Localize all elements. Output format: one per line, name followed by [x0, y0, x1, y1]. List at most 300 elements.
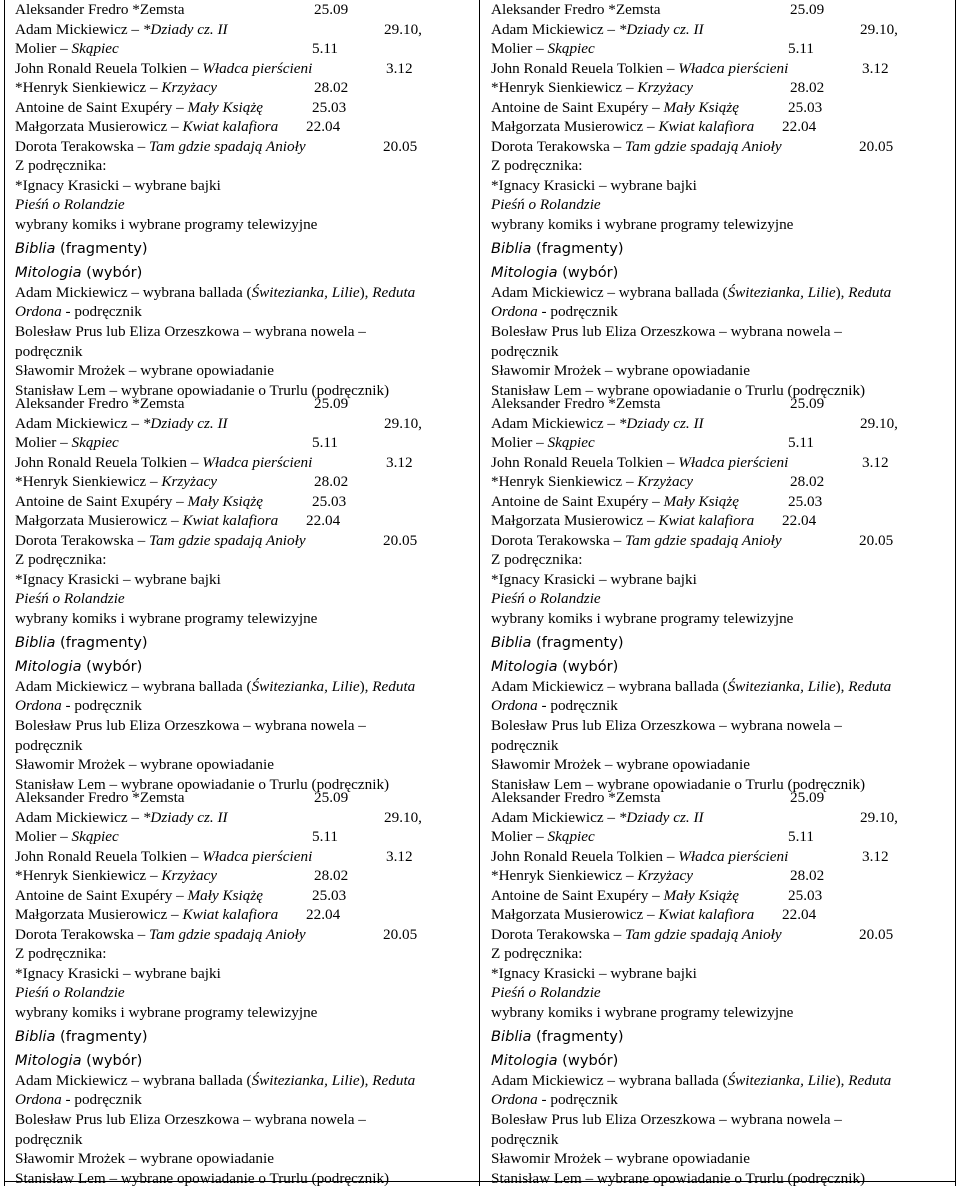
work-title: Reduta	[372, 677, 416, 695]
work-title: *Dziady cz. II	[142, 414, 228, 432]
author: Adam Mickiewicz –	[491, 414, 619, 432]
entry-biblia	[491, 235, 953, 259]
entry-tolkien	[491, 847, 953, 867]
work-title: Skąpiec	[547, 40, 595, 58]
author: Molier –	[15, 40, 72, 58]
date: 3.12	[386, 847, 413, 865]
entry-mitologia	[15, 1047, 475, 1071]
work-title: Mały Książę	[187, 886, 264, 904]
entry-terakowska	[491, 531, 953, 551]
handbook-header: Z podręcznika:	[15, 945, 107, 963]
entry-sienkiewicz	[15, 78, 475, 98]
entry-mickiewicz	[491, 808, 953, 828]
author: Antoine de Saint Exupéry –	[491, 492, 664, 510]
work-title: Świtezianka, Lilie	[727, 283, 836, 301]
entry-lem: Stanisław Lem – wybrane opowiadanie o Trurlu (podręcznik)	[15, 775, 390, 793]
work-title: Pieśń o Rolandzie	[15, 196, 125, 214]
date: 5.11	[312, 828, 339, 846]
entry-mrozek: Sławomir Mrożek – wybrane opowiadanie	[491, 1150, 750, 1168]
date: 28.02	[314, 473, 349, 491]
author: Antoine de Saint Exupéry –	[491, 98, 664, 116]
entry-exupery	[491, 98, 953, 118]
work-title: Reduta	[848, 1071, 892, 1089]
entry-mickiewicz	[15, 808, 475, 828]
entry-lem: Stanisław Lem – wybrane opowiadanie o Trurlu (podręcznik)	[491, 775, 866, 793]
work-title: Pieśń o Rolandzie	[15, 590, 125, 608]
work-title: Biblia	[491, 633, 532, 651]
entry-mrozek: Sławomir Mrożek – wybrane opowiadanie	[15, 362, 274, 380]
work-title: Świtezianka, Lilie	[251, 1071, 360, 1089]
entry-molier	[491, 433, 953, 453]
entry-sienkiewicz	[15, 472, 475, 492]
handbook-header: Z podręcznika:	[491, 945, 583, 963]
note: - podręcznik	[537, 1091, 618, 1109]
work-title: Krzyżacy	[637, 79, 694, 97]
entry-ordona	[15, 302, 475, 322]
note: (wybór)	[81, 263, 143, 281]
work-title: Ordona	[491, 303, 538, 321]
work-title: Władca pierścieni	[678, 453, 789, 471]
date: 22.04	[306, 906, 341, 924]
author: Adam Mickiewicz – wybrana ballada (	[15, 677, 252, 695]
entry-biblia	[15, 1023, 475, 1047]
entry-fredro	[491, 394, 953, 414]
work-title: Ordona	[15, 303, 62, 321]
work-title: Biblia	[491, 1027, 532, 1045]
author: Antoine de Saint Exupéry –	[491, 886, 664, 904]
work-title: Skąpiec	[71, 40, 119, 58]
reading-list-cell-r1-c2	[491, 0, 953, 400]
author: *Henryk Sienkiewicz –	[491, 79, 638, 97]
entry-roland	[491, 589, 953, 609]
author: Małgorzata Musierowicz –	[15, 512, 183, 530]
separator: ),	[359, 283, 373, 301]
work-title: Reduta	[848, 283, 892, 301]
author: Dorota Terakowska –	[15, 925, 150, 943]
entry-fredro	[15, 788, 475, 808]
entry-tolkien	[15, 453, 475, 473]
date: 3.12	[862, 59, 889, 77]
entry-ballad	[15, 283, 475, 303]
entry-comics: wybrany komiks i wybrane programy telewizyjne	[15, 1004, 318, 1022]
date: 25.09	[790, 1, 825, 18]
reading-list-cell-r3-c2	[491, 788, 953, 1188]
date: 5.11	[312, 434, 339, 452]
note: (fragmenty)	[531, 239, 624, 257]
entry-exupery	[491, 886, 953, 906]
date: 20.05	[859, 925, 894, 943]
work-title: Reduta	[848, 677, 892, 695]
date: 5.11	[312, 40, 339, 58]
entry-roland	[491, 195, 953, 215]
note: - podręcznik	[61, 697, 142, 715]
author: Antoine de Saint Exupéry –	[15, 98, 188, 116]
entry-musierowicz	[15, 905, 475, 925]
work-title: Pieśń o Rolandzie	[491, 196, 601, 214]
author: Małgorzata Musierowicz –	[15, 906, 183, 924]
author: *Henryk Sienkiewicz –	[491, 473, 638, 491]
entry-molier	[15, 433, 475, 453]
entry-krasicki: *Ignacy Krasicki – wybrane bajki	[15, 176, 221, 194]
entry-mrozek: Sławomir Mrożek – wybrane opowiadanie	[491, 756, 750, 774]
date: 3.12	[862, 847, 889, 865]
work-title: Krzyżacy	[161, 79, 218, 97]
author: Molier –	[491, 434, 548, 452]
work-title: Ordona	[491, 697, 538, 715]
entry-musierowicz	[491, 905, 953, 925]
author: Dorota Terakowska –	[491, 531, 626, 549]
note: - podręcznik	[537, 697, 618, 715]
work-title: Mitologia	[15, 1051, 82, 1069]
work-title: *Dziady cz. II	[142, 808, 228, 826]
handbook-header: Z podręcznika:	[491, 157, 583, 175]
note: - podręcznik	[61, 303, 142, 321]
entry-ordona	[15, 696, 475, 716]
entry-ordona	[15, 1090, 475, 1110]
author: Adam Mickiewicz –	[15, 808, 143, 826]
date: 22.04	[306, 118, 341, 136]
work-title: *Zemsta	[608, 395, 661, 412]
author: Adam Mickiewicz – wybrana ballada (	[15, 1071, 252, 1089]
work-title: Władca pierścieni	[202, 847, 313, 865]
work-title: Władca pierścieni	[202, 59, 313, 77]
date: 29.10,	[860, 414, 898, 432]
date: 22.04	[782, 906, 817, 924]
entry-prus-cont: podręcznik	[15, 1130, 83, 1148]
entry-molier	[491, 39, 953, 59]
work-title: Kwiat kalafiora	[182, 512, 279, 530]
table-border-middle	[479, 0, 480, 1186]
work-title: Tam gdzie spadają Anioły	[625, 925, 782, 943]
work-title: Skąpiec	[71, 828, 119, 846]
work-title: Kwiat kalafiora	[658, 512, 755, 530]
work-title: Świtezianka, Lilie	[251, 283, 360, 301]
entry-roland	[491, 983, 953, 1003]
work-title: Kwiat kalafiora	[658, 118, 755, 136]
entry-biblia	[15, 235, 475, 259]
note: (fragmenty)	[55, 239, 148, 257]
entry-mitologia	[491, 259, 953, 283]
entry-prus-cont: podręcznik	[491, 736, 559, 754]
entry-musierowicz	[491, 117, 953, 137]
entry-prus: Bolesław Prus lub Eliza Orzeszkowa – wybrana nowela –	[15, 717, 366, 735]
entry-roland	[15, 983, 475, 1003]
work-title: Pieśń o Rolandzie	[491, 590, 601, 608]
author: Małgorzata Musierowicz –	[491, 906, 659, 924]
author: Aleksander Fredro	[15, 1, 133, 18]
date: 5.11	[788, 40, 815, 58]
date: 29.10,	[860, 808, 898, 826]
work-title: Pieśń o Rolandzie	[15, 984, 125, 1002]
work-title: *Dziady cz. II	[142, 20, 228, 38]
author: Adam Mickiewicz –	[491, 20, 619, 38]
entry-ordona	[491, 302, 953, 322]
date: 3.12	[386, 453, 413, 471]
entry-ballad	[15, 677, 475, 697]
entry-mickiewicz	[15, 20, 475, 40]
entry-prus-cont: podręcznik	[15, 736, 83, 754]
date: 3.12	[862, 453, 889, 471]
work-title: Mały Książę	[663, 886, 740, 904]
work-title: *Zemsta	[132, 1, 185, 18]
author: Dorota Terakowska –	[491, 137, 626, 155]
entry-krasicki: *Ignacy Krasicki – wybrane bajki	[15, 964, 221, 982]
date: 25.03	[788, 98, 823, 116]
entry-terakowska	[15, 531, 475, 551]
work-title: Tam gdzie spadają Anioły	[149, 137, 306, 155]
date: 28.02	[790, 79, 825, 97]
work-title: Mitologia	[491, 657, 558, 675]
date: 20.05	[859, 137, 894, 155]
note: (fragmenty)	[55, 633, 148, 651]
work-title: Krzyżacy	[637, 867, 694, 885]
work-title: *Zemsta	[608, 789, 661, 806]
entry-prus: Bolesław Prus lub Eliza Orzeszkowa – wybrana nowela –	[15, 323, 366, 341]
date: 29.10,	[860, 20, 898, 38]
entry-lem: Stanisław Lem – wybrane opowiadanie o Trurlu (podręcznik)	[491, 1169, 866, 1187]
entry-krasicki: *Ignacy Krasicki – wybrane bajki	[491, 176, 697, 194]
work-title: Mały Książę	[663, 98, 740, 116]
entry-sienkiewicz	[491, 78, 953, 98]
entry-prus-cont: podręcznik	[15, 342, 83, 360]
author: Antoine de Saint Exupéry –	[15, 492, 188, 510]
work-title: Mitologia	[15, 657, 82, 675]
work-title: Krzyżacy	[161, 473, 218, 491]
entry-exupery	[15, 98, 475, 118]
entry-molier	[491, 827, 953, 847]
author: Adam Mickiewicz –	[15, 20, 143, 38]
date: 25.03	[312, 492, 347, 510]
entry-mitologia	[15, 259, 475, 283]
date: 28.02	[314, 867, 349, 885]
date: 22.04	[782, 118, 817, 136]
entry-ballad	[491, 1071, 953, 1091]
author: Aleksander Fredro	[15, 395, 133, 412]
date: 22.04	[782, 512, 817, 530]
work-title: Mały Książę	[187, 492, 264, 510]
date: 25.03	[312, 98, 347, 116]
entry-tolkien	[491, 59, 953, 79]
work-title: *Zemsta	[608, 1, 661, 18]
date: 29.10,	[384, 20, 422, 38]
entry-mitologia	[15, 653, 475, 677]
author: Adam Mickiewicz – wybrana ballada (	[15, 283, 252, 301]
date: 25.09	[314, 789, 349, 806]
author: Adam Mickiewicz – wybrana ballada (	[491, 1071, 728, 1089]
entry-krasicki: *Ignacy Krasicki – wybrane bajki	[491, 570, 697, 588]
author: Adam Mickiewicz – wybrana ballada (	[491, 283, 728, 301]
entry-molier	[15, 827, 475, 847]
author: Adam Mickiewicz – wybrana ballada (	[491, 677, 728, 695]
entry-ballad	[491, 677, 953, 697]
note: - podręcznik	[537, 303, 618, 321]
separator: ),	[359, 677, 373, 695]
entry-prus: Bolesław Prus lub Eliza Orzeszkowa – wybrana nowela –	[15, 1111, 366, 1129]
work-title: Mitologia	[15, 263, 82, 281]
entry-mrozek: Sławomir Mrożek – wybrane opowiadanie	[491, 362, 750, 380]
date: 25.03	[788, 492, 823, 510]
note: (wybór)	[81, 1051, 143, 1069]
entry-mickiewicz	[15, 414, 475, 434]
work-title: Świtezianka, Lilie	[251, 677, 360, 695]
author: Dorota Terakowska –	[491, 925, 626, 943]
author: John Ronald Reuela Tolkien –	[15, 847, 203, 865]
author: Małgorzata Musierowicz –	[491, 118, 659, 136]
author: Aleksander Fredro	[491, 789, 609, 806]
work-title: Tam gdzie spadają Anioły	[149, 531, 306, 549]
author: Małgorzata Musierowicz –	[15, 118, 183, 136]
work-title: Świtezianka, Lilie	[727, 1071, 836, 1089]
date: 25.09	[790, 395, 825, 412]
entry-tolkien	[491, 453, 953, 473]
author: Dorota Terakowska –	[15, 531, 150, 549]
entry-lem: Stanisław Lem – wybrane opowiadanie o Trurlu (podręcznik)	[15, 1169, 390, 1187]
work-title: Władca pierścieni	[202, 453, 313, 471]
entry-krasicki: *Ignacy Krasicki – wybrane bajki	[491, 964, 697, 982]
entry-comics: wybrany komiks i wybrane programy telewizyjne	[15, 610, 318, 628]
date: 25.03	[788, 886, 823, 904]
author: Aleksander Fredro	[491, 1, 609, 18]
author: Dorota Terakowska –	[15, 137, 150, 155]
author: *Henryk Sienkiewicz –	[15, 867, 162, 885]
entry-ballad	[15, 1071, 475, 1091]
date: 20.05	[383, 531, 418, 549]
author: Adam Mickiewicz –	[15, 414, 143, 432]
entry-mitologia	[491, 653, 953, 677]
entry-fredro	[491, 0, 953, 20]
work-title: Ordona	[491, 1091, 538, 1109]
work-title: Biblia	[15, 1027, 56, 1045]
work-title: Ordona	[15, 697, 62, 715]
work-title: *Dziady cz. II	[618, 808, 704, 826]
author: John Ronald Reuela Tolkien –	[491, 453, 679, 471]
entry-ordona	[491, 1090, 953, 1110]
entry-exupery	[15, 492, 475, 512]
work-title: Pieśń o Rolandzie	[491, 984, 601, 1002]
work-title: Tam gdzie spadają Anioły	[625, 137, 782, 155]
work-title: Krzyżacy	[637, 473, 694, 491]
entry-biblia	[491, 629, 953, 653]
note: (wybór)	[557, 263, 619, 281]
entry-mrozek: Sławomir Mrożek – wybrane opowiadanie	[15, 756, 274, 774]
author: *Henryk Sienkiewicz –	[491, 867, 638, 885]
table-border-right	[955, 0, 956, 1186]
entry-mickiewicz	[491, 414, 953, 434]
entry-sienkiewicz	[15, 866, 475, 886]
work-title: Skąpiec	[547, 434, 595, 452]
entry-mitologia	[491, 1047, 953, 1071]
entry-sienkiewicz	[491, 472, 953, 492]
note: (wybór)	[557, 1051, 619, 1069]
entry-roland	[15, 195, 475, 215]
note: - podręcznik	[61, 1091, 142, 1109]
date: 22.04	[306, 512, 341, 530]
author: Molier –	[15, 434, 72, 452]
work-title: Tam gdzie spadają Anioły	[149, 925, 306, 943]
entry-fredro	[15, 0, 475, 20]
author: *Henryk Sienkiewicz –	[15, 79, 162, 97]
work-title: *Dziady cz. II	[618, 20, 704, 38]
entry-prus-cont: podręcznik	[491, 342, 559, 360]
date: 3.12	[386, 59, 413, 77]
date: 5.11	[788, 434, 815, 452]
author: Molier –	[15, 828, 72, 846]
entry-biblia	[15, 629, 475, 653]
entry-terakowska	[491, 137, 953, 157]
work-title: Krzyżacy	[161, 867, 218, 885]
work-title: Tam gdzie spadają Anioły	[625, 531, 782, 549]
work-title: Władca pierścieni	[678, 59, 789, 77]
work-title: Reduta	[372, 283, 416, 301]
work-title: Mitologia	[491, 1051, 558, 1069]
date: 20.05	[859, 531, 894, 549]
separator: ),	[835, 283, 849, 301]
date: 20.05	[383, 925, 418, 943]
separator: ),	[835, 1071, 849, 1089]
entry-exupery	[15, 886, 475, 906]
work-title: Skąpiec	[547, 828, 595, 846]
entry-lem: Stanisław Lem – wybrane opowiadanie o Trurlu (podręcznik)	[491, 381, 866, 399]
reading-list-cell-r3-c1	[15, 788, 475, 1188]
work-title: Mały Książę	[187, 98, 264, 116]
work-title: *Zemsta	[132, 789, 185, 806]
entry-exupery	[491, 492, 953, 512]
entry-comics: wybrany komiks i wybrane programy telewizyjne	[491, 1004, 794, 1022]
entry-prus: Bolesław Prus lub Eliza Orzeszkowa – wybrana nowela –	[491, 1111, 842, 1129]
author: Adam Mickiewicz –	[491, 808, 619, 826]
note: (wybór)	[81, 657, 143, 675]
handbook-header: Z podręcznika:	[15, 157, 107, 175]
work-title: Skąpiec	[71, 434, 119, 452]
entry-sienkiewicz	[491, 866, 953, 886]
work-title: Mały Książę	[663, 492, 740, 510]
author: Małgorzata Musierowicz –	[491, 512, 659, 530]
work-title: Ordona	[15, 1091, 62, 1109]
entry-fredro	[491, 788, 953, 808]
entry-tolkien	[15, 59, 475, 79]
entry-fredro	[15, 394, 475, 414]
author: Molier –	[491, 40, 548, 58]
entry-mickiewicz	[491, 20, 953, 40]
work-title: Władca pierścieni	[678, 847, 789, 865]
entry-prus-cont: podręcznik	[491, 1130, 559, 1148]
work-title: *Dziady cz. II	[618, 414, 704, 432]
author: *Henryk Sienkiewicz –	[15, 473, 162, 491]
separator: ),	[835, 677, 849, 695]
note: (fragmenty)	[531, 1027, 624, 1045]
work-title: Biblia	[15, 633, 56, 651]
entry-prus: Bolesław Prus lub Eliza Orzeszkowa – wybrana nowela –	[491, 717, 842, 735]
entry-tolkien	[15, 847, 475, 867]
note: (fragmenty)	[531, 633, 624, 651]
entry-terakowska	[15, 925, 475, 945]
work-title: Świtezianka, Lilie	[727, 677, 836, 695]
note: (wybór)	[557, 657, 619, 675]
author: Molier –	[491, 828, 548, 846]
author: John Ronald Reuela Tolkien –	[491, 59, 679, 77]
handbook-header: Z podręcznika:	[15, 551, 107, 569]
entry-ordona	[491, 696, 953, 716]
author: John Ronald Reuela Tolkien –	[491, 847, 679, 865]
work-title: Biblia	[491, 239, 532, 257]
work-title: Kwiat kalafiora	[658, 906, 755, 924]
work-title: Mitologia	[491, 263, 558, 281]
work-title: *Zemsta	[132, 395, 185, 412]
date: 5.11	[788, 828, 815, 846]
entry-terakowska	[491, 925, 953, 945]
entry-krasicki: *Ignacy Krasicki – wybrane bajki	[15, 570, 221, 588]
entry-terakowska	[15, 137, 475, 157]
